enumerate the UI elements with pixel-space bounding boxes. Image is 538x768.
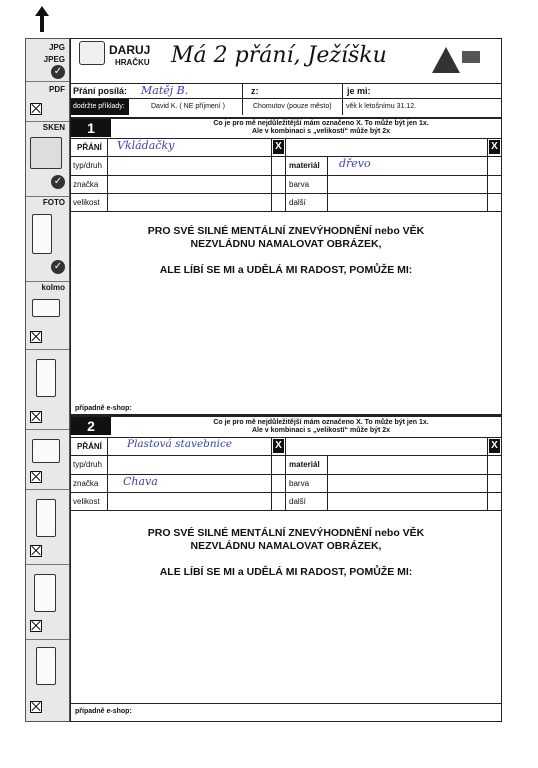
angle-icon [32,299,60,317]
phone-hand-icon [32,214,52,254]
wish-2-note-2: Ale v kombinaci s „velikostí“ může být 2x [251,427,391,434]
wish-2-number: 2 [71,417,111,435]
wish-2-value[interactable]: Plastová stavebnice [127,438,233,450]
wish-1-note-1: Co je pro mě nejdůležitější mám označeno X. To může být jen 1x. [213,120,429,127]
wish-1-x-mark-2[interactable]: X [489,140,500,154]
phone-hand-icon [34,574,56,612]
wish-2-brand-label: značka [73,479,99,488]
wish-2-size-label: velikost [73,497,100,506]
strip-scan [26,121,69,197]
wish-2-message-1: PRO SVÉ SILNÉ MENTÁLNÍ ZNEVÝHODNĚNÍ nebo VĚK [147,527,425,539]
wish-2-type-label: typ/druh [73,460,102,469]
examples-label: dodržte příklady: [73,103,125,110]
scan-label: SKEN [42,123,65,132]
strip-photo-3 [26,429,69,490]
logo-daruj: DARUJ [109,43,151,57]
divider [71,117,501,119]
x-box-icon [30,331,42,343]
sender-label: Přání posílá: [73,86,128,96]
x-box-icon [30,103,42,115]
pdf-label: PDF [49,85,65,94]
wish-2-color-label: barva [289,479,310,488]
strip-photo [26,196,69,282]
wish-1-size-label: velikost [73,198,100,207]
wish-2-other-label: další [289,497,306,506]
wish-1-label: PŘÁNÍ [77,143,102,152]
x-box-icon [30,701,42,713]
sender-value[interactable]: Matěj B. [141,84,189,97]
wish-2-brand-value[interactable]: Chava [123,475,158,488]
sender-row [71,83,501,99]
example-name: David K. ( NE příjmení ) [151,103,225,110]
check-icon: ✓ [51,260,65,274]
wish-1-other-label: další [289,198,306,207]
wish-form [70,38,502,722]
christmas-tree-icon [426,45,486,75]
wish-1-brand-label: značka [73,180,99,189]
photo-label: FOTO [42,198,65,207]
wish-1-color-label: barva [289,180,310,189]
wish-1-type-label: typ/druh [73,161,102,170]
jpg-label: JPG [48,43,65,52]
format-strip [25,38,70,722]
x-box-icon [30,620,42,632]
wish-2-message-2: NEZVLÁDNU NAMALOVAT OBRÁZEK, [190,540,382,552]
up-arrow-icon [35,6,49,32]
example-city: Chomutov (pouze město) [253,103,332,110]
divider [242,83,243,115]
wish-1-message-1: PRO SVÉ SILNÉ MENTÁLNÍ ZNEVÝHODNĚNÍ nebo VĚK [147,225,425,237]
wish-2-x-mark[interactable]: X [273,439,284,453]
wish-1-material-value[interactable]: dřevo [339,157,371,170]
kolmo-label: kolmo [41,283,65,292]
page-title: Má 2 přání, Ježíšku [171,43,387,68]
wish-1-eshop-label: případně e-shop: [75,405,132,412]
x-box-icon [30,545,42,557]
check-icon: ✓ [51,175,65,189]
wish-2-label: PŘÁNÍ [77,442,102,451]
wish-2-message-3: ALE LÍBÍ SE MI a UDĚLÁ MI RADOST, POMŮŽE MI: [159,566,413,578]
scanner-icon [30,137,62,169]
wish-1-x-mark[interactable]: X [273,140,284,154]
toy-logo-icon [79,41,105,65]
example-age: věk k letošnímu 31.12. [346,103,417,110]
wish-1-message-2: NEZVLÁDNU NAMALOVAT OBRÁZEK, [190,238,382,250]
strip-photo-5 [26,564,69,640]
strip-photo-2 [26,349,69,430]
phone-hand-icon [36,499,56,537]
strip-photo-6 [26,639,69,721]
wish-2-material-label: materiál [289,460,320,469]
jpeg-label: JPEG [43,55,65,64]
check-icon: ✓ [51,65,65,79]
z-label: z: [251,86,259,96]
strip-pdf [26,81,69,122]
x-box-icon [30,411,42,423]
x-box-icon [30,471,42,483]
wish-1-value[interactable]: Vkládačky [117,139,175,152]
logo-hracku: HRAČKU [115,58,150,67]
strip-photo-4 [26,489,69,565]
age-label: je mi: [347,86,371,96]
wish-2-note-1: Co je pro mě nejdůležitější mám označeno X. To může být jen 1x. [213,419,429,426]
wish-1-message-3: ALE LÍBÍ SE MI a UDĚLÁ MI RADOST, POMŮŽE MI: [159,264,413,276]
strip-kolmo [26,281,69,350]
wish-1-note-2: Ale v kombinaci s „velikostí“ může být 2x [251,128,391,135]
phone-hand-icon [32,439,60,463]
phone-hand-icon [36,647,56,685]
wish-1-number: 1 [71,119,111,137]
phone-hand-icon [36,359,56,397]
strip-jpg [26,39,69,82]
wish-2-eshop-label: případně e-shop: [75,708,132,715]
wish-1-material-label: materiál [289,161,320,170]
divider [342,83,343,115]
wish-2-x-mark-2[interactable]: X [489,439,500,453]
